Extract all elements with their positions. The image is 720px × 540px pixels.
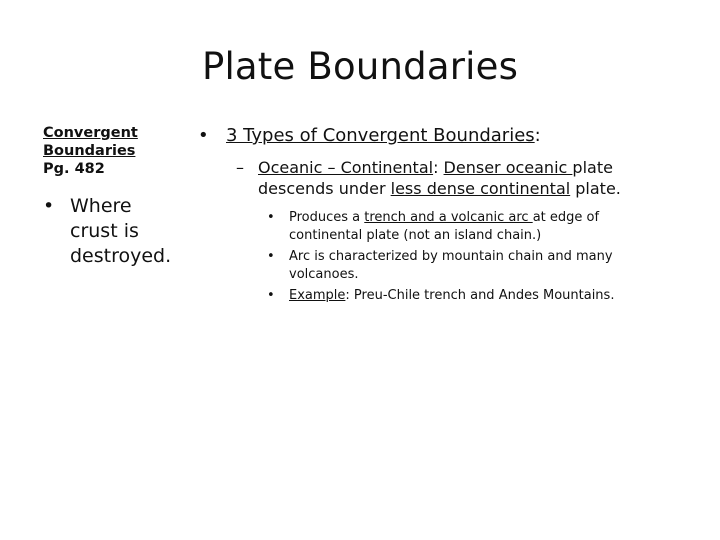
detail-1-line-2: continental plate (not an island chain.) [289,228,542,243]
left-bullet-line-1: Where [70,195,132,217]
bullet-icon: • [198,125,209,146]
left-bullet [43,194,193,269]
left-bullet-line-3: destroyed. [70,245,172,267]
left-column [43,124,193,269]
sub-bullet [236,157,698,199]
detail-3-label: Example [289,288,346,303]
detail-2-line-2: volcanoes. [289,267,359,282]
page-reference: Pg. 482 [43,161,105,177]
section-heading [43,124,193,178]
bullet-icon: • [267,249,275,264]
detail-item [267,285,698,307]
sub-bullet-part3: descends under [258,179,391,198]
right-column [198,124,698,309]
detail-1-pre: Produces a [289,210,365,225]
bullet-icon: • [267,210,275,225]
detail-list [267,207,698,307]
main-bullet-text: 3 Types of Convergent Boundaries [226,125,535,146]
sub-bullet-part4: less dense continental [390,179,571,198]
bullet-icon: • [43,195,55,217]
detail-3-text: : Preu-Chile trench and Andes Mountains. [345,288,615,303]
detail-1-underlined: trench and a volcanic arc [364,210,533,225]
sub-bullet-part2: plate [572,158,613,177]
heading-line-1: Convergent [43,125,138,141]
sub-bullet-part1: Denser oceanic [443,158,573,177]
slide-title: Plate Boundaries [201,45,519,88]
detail-1-post: at edge of [532,210,600,225]
detail-2-text: Arc is characterized by mountain chain and many [289,249,613,264]
heading-line-2: Boundaries [43,143,136,159]
detail-item [267,207,698,244]
main-bullet [198,124,698,148]
sub-bullet-sep: : [433,158,444,177]
detail-item [267,246,698,283]
bullet-icon: • [267,288,275,303]
main-bullet-colon: : [534,125,541,146]
dash-icon: – [236,158,244,177]
sub-bullet-part5: plate. [570,179,621,198]
sub-bullet-term: Oceanic – Continental [258,158,434,177]
left-bullet-line-2: crust is [70,220,139,242]
